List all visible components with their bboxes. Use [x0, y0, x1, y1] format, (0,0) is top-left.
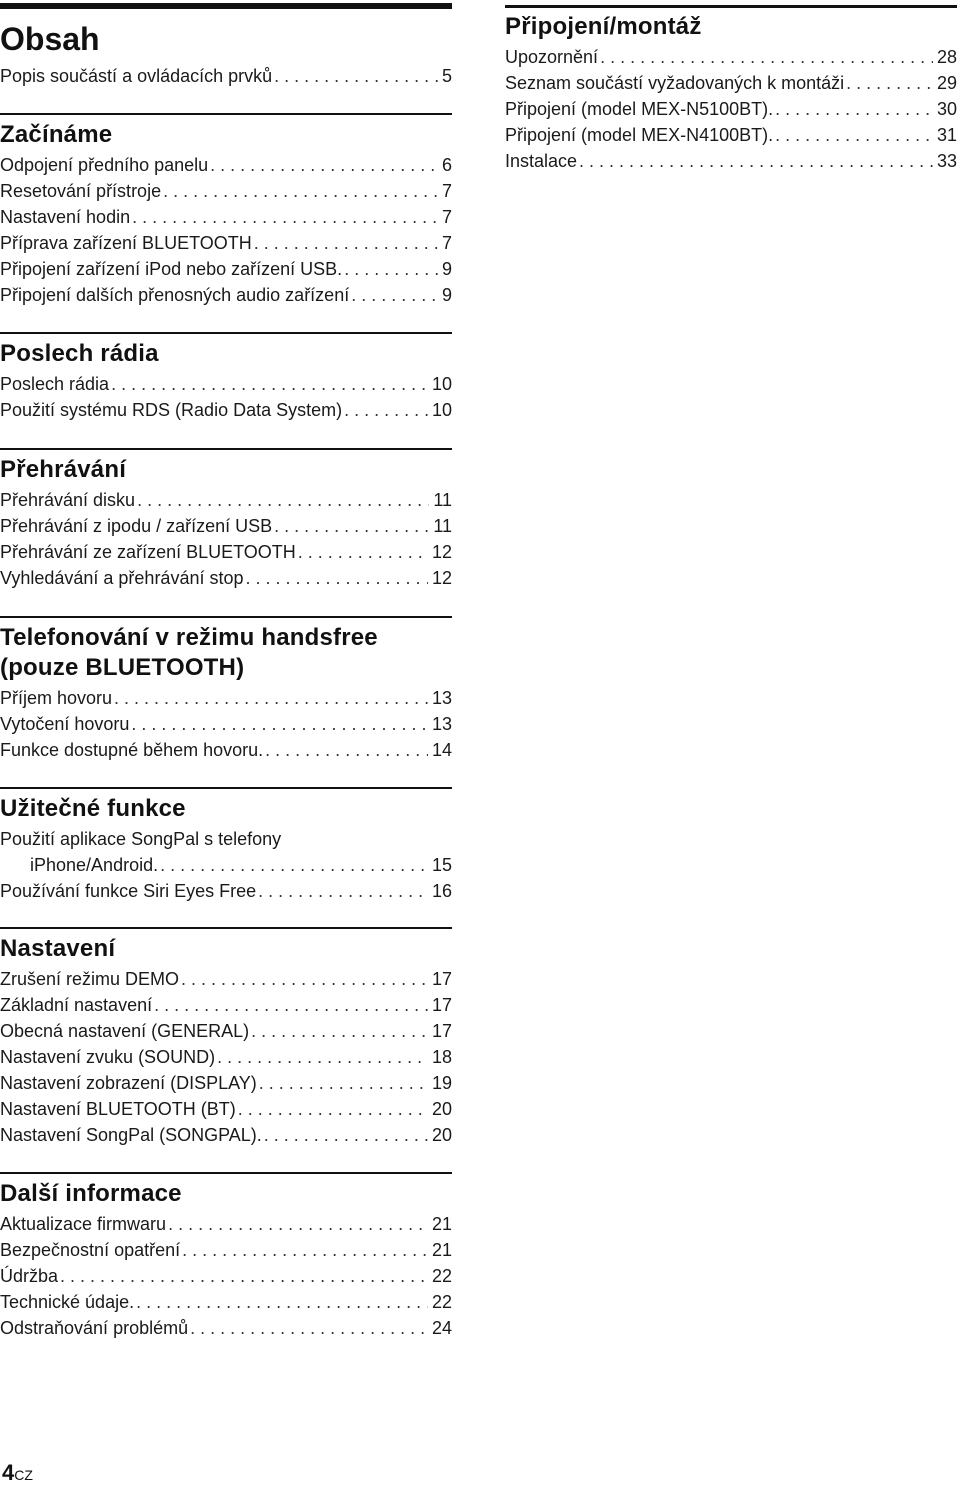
toc-entry[interactable] [0, 1211, 452, 1237]
toc-entry[interactable] [0, 1044, 452, 1070]
entry-title-line1: Použití aplikace SongPal s telefony [0, 829, 282, 849]
dot-leader [182, 1237, 428, 1263]
dot-leader [579, 148, 933, 174]
entry-title: Popis součástí a ovládacích prvků [0, 66, 273, 86]
toc-section-zaciname [0, 113, 452, 308]
toc-section-telefonovani [0, 616, 452, 763]
toc-section-nastaveni [0, 927, 452, 1148]
entry-title: Nastavení hodin [0, 207, 131, 227]
dot-leader [137, 487, 429, 513]
toc-section-pripojeni-montaz [505, 5, 957, 174]
entry-title: Připojení (model MEX-N4100BT). [505, 125, 774, 145]
entry-page: 17 [431, 995, 452, 1015]
dot-leader [298, 539, 428, 565]
toc-entry[interactable] [0, 711, 452, 737]
toc-entry[interactable] [0, 1096, 452, 1122]
entry-page: 11 [433, 490, 452, 510]
entry-page: 20 [431, 1099, 452, 1119]
toc-entry[interactable] [0, 565, 452, 591]
dot-leader [265, 737, 428, 763]
entry-title: Nastavení zvuku (SOUND) [0, 1047, 216, 1067]
toc-entry[interactable] [0, 966, 452, 992]
section-rule [0, 616, 452, 618]
toc-entry[interactable] [0, 230, 452, 256]
toc-entry[interactable] [0, 539, 452, 565]
entry-page: 17 [431, 969, 452, 989]
dot-leader [254, 230, 438, 256]
entry-page: 12 [431, 542, 452, 562]
page-title: Obsah [0, 21, 100, 57]
section-heading: Připojení/montáž [505, 13, 702, 40]
toc-entry[interactable] [0, 513, 452, 539]
section-rule [0, 3, 452, 9]
entry-title: Odpojení předního panelu [0, 155, 209, 175]
section-heading: Přehrávání [0, 456, 127, 483]
toc-entry[interactable] [0, 371, 452, 397]
entry-page: 28 [936, 47, 957, 67]
entry-title: Připojení (model MEX-N5100BT). [505, 99, 774, 119]
toc-entry[interactable] [0, 1237, 452, 1263]
toc-entry[interactable] [0, 256, 452, 282]
entry-title: Připojení zařízení iPod nebo zařízení USB. [0, 259, 343, 279]
entry-page: 16 [431, 881, 452, 901]
entry-page: 9 [441, 285, 452, 305]
entry-title: Technické údaje. [0, 1292, 135, 1312]
entry-page: 29 [936, 73, 957, 93]
entry-page: 19 [431, 1073, 452, 1093]
entry-title: Zrušení režimu DEMO [0, 969, 180, 989]
entry-title: Funkce dostupné během hovoru. [0, 740, 264, 760]
entry-title-line2: iPhone/Android. [30, 855, 159, 875]
entry-page: 5 [441, 66, 452, 86]
dot-leader [600, 44, 933, 70]
toc-entry[interactable] [505, 44, 957, 70]
entry-page: 11 [433, 516, 452, 536]
entry-title: Příjem hovoru [0, 688, 113, 708]
dot-leader [210, 152, 438, 178]
toc-entry[interactable] [0, 397, 452, 423]
entry-page: 10 [431, 374, 452, 394]
dot-leader [259, 1070, 428, 1096]
section-heading: Nastavení [0, 935, 116, 962]
section-heading-line1: Telefonování v režimu handsfree [0, 624, 378, 651]
entry-title: Příprava zařízení BLUETOOTH [0, 233, 252, 253]
dot-leader [168, 1211, 428, 1237]
section-rule [0, 332, 452, 334]
dot-leader [181, 966, 428, 992]
entry-title: Přehrávání disku [0, 490, 136, 510]
toc-entry[interactable] [0, 1070, 452, 1096]
page-number-value: 4 [2, 1460, 15, 1485]
entry-title: Připojení dalších přenosných audio zařízení [0, 285, 350, 305]
dot-leader [111, 371, 428, 397]
entry-page: 15 [431, 855, 452, 875]
toc-section-prehravani [0, 448, 452, 591]
entry-page: 7 [441, 233, 452, 253]
dot-leader [132, 204, 438, 230]
entry-page: 21 [431, 1240, 452, 1260]
dot-leader [136, 1289, 428, 1315]
toc-entry[interactable] [0, 63, 452, 89]
toc-entry[interactable] [0, 282, 452, 308]
section-heading: Začínáme [0, 121, 113, 148]
entry-page: 30 [936, 99, 957, 119]
entry-title: Nastavení BLUETOOTH (BT) [0, 1099, 236, 1119]
section-heading: Další informace [0, 1180, 182, 1207]
entry-page: 9 [441, 259, 452, 279]
section-rule [0, 1172, 452, 1174]
dot-leader [246, 565, 428, 591]
entry-page: 14 [431, 740, 452, 760]
entry-title: Nastavení SongPal (SONGPAL). [0, 1125, 262, 1145]
section-rule [0, 927, 452, 929]
toc-entry[interactable] [505, 70, 957, 96]
entry-page: 10 [431, 400, 452, 420]
entry-page: 18 [431, 1047, 452, 1067]
dot-leader [274, 513, 429, 539]
toc-entry[interactable] [0, 487, 452, 513]
section-heading: Užitečné funkce [0, 795, 186, 822]
entry-page: 22 [431, 1292, 452, 1312]
entry-title: Vytočení hovoru [0, 714, 130, 734]
toc-section-poslech-radia [0, 332, 452, 423]
toc-entry[interactable] [0, 685, 452, 711]
toc-entry[interactable] [0, 878, 452, 904]
dot-leader [251, 1018, 428, 1044]
entry-title: Seznam součástí vyžadovaných k montáži [505, 73, 845, 93]
toc-entry[interactable] [505, 96, 957, 122]
toc-entry[interactable] [0, 992, 452, 1018]
dot-leader [775, 122, 933, 148]
entry-page: 24 [431, 1318, 452, 1338]
toc-entry[interactable] [0, 737, 452, 763]
entry-title: Instalace [505, 151, 578, 171]
entry-page: 12 [431, 568, 452, 588]
toc-section-dalsi-informace [0, 1172, 452, 1341]
entry-page: 6 [441, 155, 452, 175]
entry-page: 20 [431, 1125, 452, 1145]
dot-leader [351, 282, 438, 308]
entry-title: Základní nastavení [0, 995, 153, 1015]
toc-entry[interactable] [0, 1122, 452, 1148]
entry-page: 21 [431, 1214, 452, 1234]
toc-entry[interactable] [0, 1018, 452, 1044]
dot-leader [163, 178, 438, 204]
entry-page: 13 [431, 688, 452, 708]
toc-entry[interactable] [0, 152, 452, 178]
dot-leader [775, 96, 933, 122]
entry-page: 17 [431, 1021, 452, 1041]
dot-leader [154, 992, 428, 1018]
entry-title: Použití systému RDS (Radio Data System) [0, 400, 343, 420]
entry-title: Poslech rádia [0, 374, 110, 394]
entry-title: Resetování přístroje [0, 181, 162, 201]
toc-entry[interactable] [0, 178, 452, 204]
dot-leader [344, 256, 438, 282]
entry-page: 33 [936, 151, 957, 171]
entry-title: Přehrávání ze zařízení BLUETOOTH [0, 542, 296, 562]
dot-leader [264, 1122, 428, 1148]
section-rule [505, 5, 957, 8]
dot-leader [846, 70, 933, 96]
dot-leader [258, 878, 428, 904]
dot-leader [238, 1096, 428, 1122]
page-number [2, 1460, 33, 1486]
toc-entry-multiline[interactable] [0, 826, 452, 878]
dot-leader [60, 1263, 428, 1289]
section-heading-line2: (pouze BLUETOOTH) [0, 654, 245, 681]
page-language-suffix: CZ [14, 1467, 33, 1483]
toc-section-uzitecne-funkce [0, 787, 452, 904]
entry-title: Používání funkce Siri Eyes Free [0, 881, 257, 901]
dot-leader [114, 685, 428, 711]
dot-leader [160, 852, 428, 878]
dot-leader [190, 1315, 428, 1341]
toc-entry[interactable] [0, 1315, 452, 1341]
section-rule [0, 787, 452, 789]
entry-title: Nastavení zobrazení (DISPLAY) [0, 1073, 257, 1093]
entry-title: Bezpečnostní opatření [0, 1240, 181, 1260]
entry-page: 7 [441, 181, 452, 201]
entry-page: 13 [431, 714, 452, 734]
toc-entry[interactable] [505, 122, 957, 148]
entry-title-line2-row [0, 852, 452, 878]
toc-entry[interactable] [505, 148, 957, 174]
entry-title: Vyhledávání a přehrávání stop [0, 568, 244, 588]
entry-title: Údržba [0, 1266, 59, 1286]
dot-leader [274, 63, 438, 89]
section-heading: Poslech rádia [0, 340, 159, 367]
toc-entry[interactable] [0, 1289, 452, 1315]
entry-title: Upozornění [505, 47, 599, 67]
toc-main-section [0, 3, 452, 89]
toc-entry[interactable] [0, 1263, 452, 1289]
entry-page: 31 [936, 125, 957, 145]
entry-title: Odstraňování problémů [0, 1318, 189, 1338]
entry-title: Obecná nastavení (GENERAL) [0, 1021, 250, 1041]
entry-page: 7 [441, 207, 452, 227]
dot-leader [131, 711, 428, 737]
section-rule [0, 448, 452, 450]
entry-title: Přehrávání z ipodu / zařízení USB [0, 516, 273, 536]
dot-leader [217, 1044, 428, 1070]
entry-title: Aktualizace firmwaru [0, 1214, 167, 1234]
toc-entry[interactable] [0, 204, 452, 230]
section-rule [0, 113, 452, 115]
dot-leader [344, 397, 428, 423]
entry-page: 22 [431, 1266, 452, 1286]
